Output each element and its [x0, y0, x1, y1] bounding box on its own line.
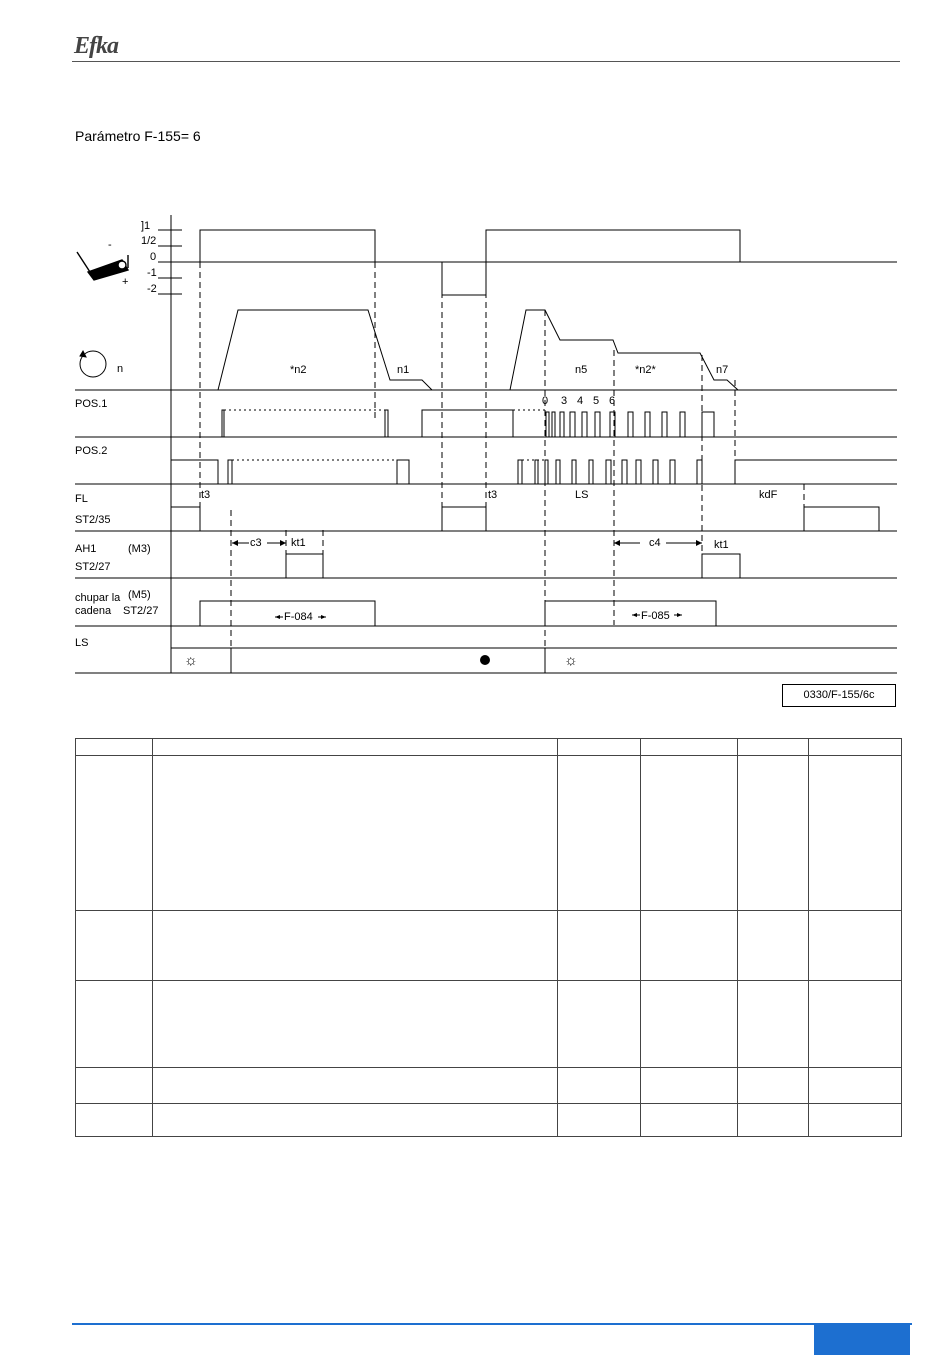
- speed-label-n1: n1: [397, 364, 410, 376]
- light-sensor-icon: ☼: [564, 652, 578, 669]
- row-label-m3: (M3): [128, 543, 151, 555]
- row-label-pos2: POS.2: [75, 445, 108, 457]
- table-row: [76, 756, 902, 911]
- table-row: [76, 1104, 902, 1137]
- time-label-c4: c4: [649, 537, 661, 549]
- row-label-chupar-st: ST2/27: [123, 605, 159, 617]
- footer-page-tab: [814, 1324, 910, 1355]
- stitch-number: 4: [577, 395, 584, 407]
- time-label-t3: t3: [488, 489, 498, 501]
- table-row: [76, 981, 902, 1068]
- stitch-number: 6: [609, 395, 616, 407]
- speed-label-n5: n5: [575, 364, 588, 376]
- speed-label-n7: n7: [716, 364, 729, 376]
- footer-rule: [72, 1323, 912, 1325]
- rotation-icon: [80, 351, 106, 377]
- pedal-icon: [77, 252, 128, 280]
- time-label-f085: F-085: [641, 610, 670, 622]
- row-label-ah1: AH1: [75, 543, 97, 555]
- time-label-c3: c3: [250, 537, 262, 549]
- row-label-pos1: POS.1: [75, 398, 108, 410]
- time-label-t3: t3: [201, 489, 211, 501]
- stitch-number: 3: [561, 395, 568, 407]
- parameter-title: Parámetro F-155= 6: [75, 128, 201, 144]
- pedal-minus-sign: -: [108, 239, 112, 251]
- pedal-scale-label: ]1: [141, 220, 151, 232]
- row-label-st235: ST2/35: [75, 514, 111, 526]
- table-row: [76, 911, 902, 981]
- pedal-scale-label: -1: [147, 267, 157, 279]
- speed-label-n2: *n2: [290, 364, 307, 376]
- time-label-kt1: kt1: [291, 537, 306, 549]
- table-row: [76, 1068, 902, 1104]
- table-row: [76, 739, 902, 756]
- covered-sensor-icon: [480, 655, 490, 665]
- time-label-kdf: kdF: [759, 489, 778, 501]
- row-label-cadena: cadena: [75, 605, 112, 617]
- time-label-f084: F-084: [284, 611, 313, 623]
- pedal-scale-label: 0: [150, 251, 157, 263]
- speed-label-n2star: *n2*: [635, 364, 656, 376]
- row-label-chupar: chupar la: [75, 592, 121, 604]
- time-label-ls: LS: [575, 489, 589, 501]
- stitch-number: 5: [593, 395, 600, 407]
- row-label-fl: FL: [75, 493, 88, 505]
- light-sensor-icon: ☼: [184, 652, 198, 669]
- stitch-number: 0: [542, 395, 549, 407]
- row-label-ls: LS: [75, 637, 89, 649]
- pedal-plus-sign: +: [122, 276, 129, 288]
- row-label-st227: ST2/27: [75, 561, 111, 573]
- efka-logo: Efka: [74, 33, 118, 59]
- pedal-scale-label: -2: [147, 283, 157, 295]
- diagram-reference: 0330/F-155/6c: [782, 684, 896, 707]
- time-label-kt1: kt1: [714, 539, 729, 551]
- row-label-m5: (M5): [128, 589, 151, 601]
- speed-symbol: n: [117, 363, 124, 375]
- blank-table: [75, 738, 902, 1137]
- pedal-scale-label: 1/2: [141, 235, 157, 247]
